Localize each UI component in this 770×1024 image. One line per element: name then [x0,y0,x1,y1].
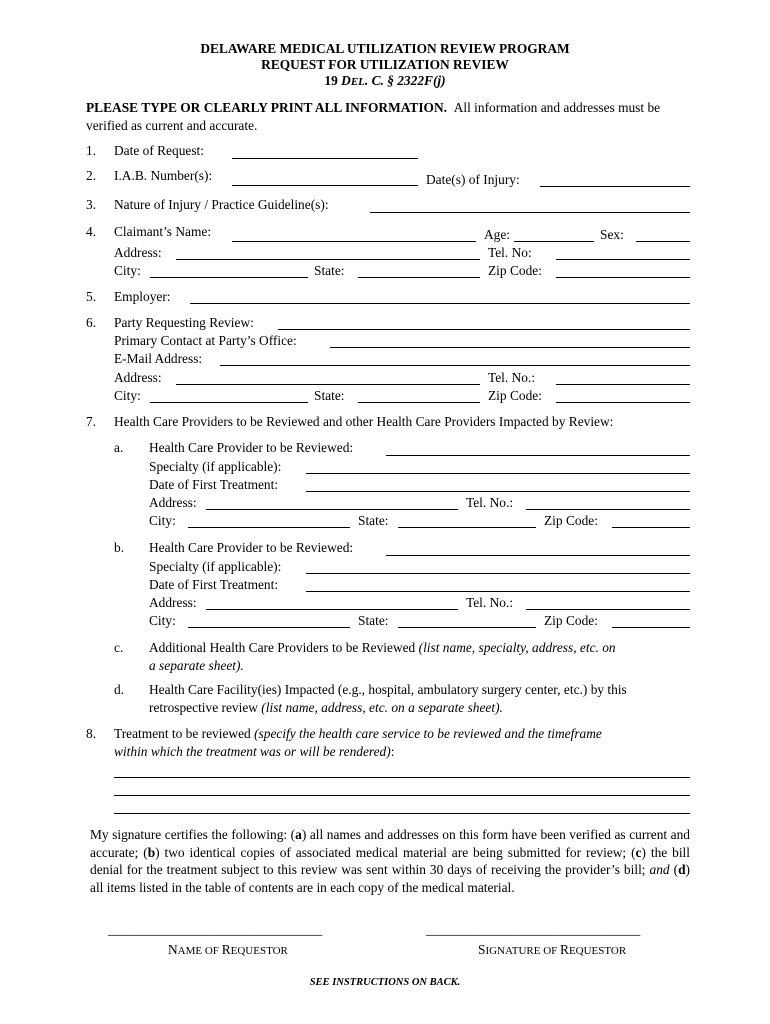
primary-contact-label: Primary Contact at Party’s Office: [114,333,297,348]
party-zip-field[interactable] [556,402,690,403]
provider-a-state-field[interactable] [398,527,536,528]
additional-providers-line [149,640,616,656]
cert-a: a [295,827,302,842]
treatment-field-line-2[interactable] [114,795,690,796]
provider-b-field[interactable] [386,555,690,556]
claimant-tel-label: Tel. No: [488,245,532,260]
facility-impacted-line-2 [149,700,503,716]
provider-a-city-label: City: [149,513,176,528]
sub-item-b: b. [114,540,125,555]
name-label-rest2: EQUESTOR [230,945,288,957]
party-tel-field[interactable] [556,384,690,385]
claimant-tel-field[interactable] [556,259,690,260]
party-address-field[interactable] [176,384,480,385]
intro-line-2: verified as current and accurate. [86,118,258,133]
additional-providers-italic: (list name, specialty, address, etc. on [418,640,616,655]
dates-of-injury-label: Date(s) of Injury: [426,172,520,187]
provider-a-city-field[interactable] [188,527,350,528]
claimant-name-field[interactable] [232,241,476,242]
date-of-request-field[interactable] [232,158,418,159]
certification-paragraph [90,826,690,896]
claimant-state-field[interactable] [358,277,480,278]
claimant-age-field[interactable] [514,241,594,242]
name-label-n: N [168,942,178,957]
requestor-name-line[interactable]: ________________________________ [108,922,323,937]
provider-a-state-label: State: [358,513,389,528]
cert-c: c [635,844,642,860]
sig-label-rest: IGNATURE OF [485,945,561,957]
name-label-rest: AME OF [177,945,222,957]
name-label-r: R [221,942,231,957]
claimant-sex-field[interactable] [636,241,690,242]
iab-number-field[interactable] [232,185,418,186]
cite-num: 19 [324,73,342,88]
provider-b-city-label: City: [149,613,176,628]
cert-text-1: My signature certifies the following: ( [90,827,296,842]
treatment-label: Treatment to be reviewed [114,726,251,741]
employer-field[interactable] [190,303,690,304]
provider-a-label: Health Care Provider to be Reviewed: [149,440,354,455]
cert-text-2: ) all names and addresses on this form have been verified as current and accurate; ( [90,827,690,860]
nature-of-injury-label: Nature of Injury / Practice Guideline(s): [114,197,329,212]
claimant-age-label: Age: [484,227,511,242]
provider-a-zip-label: Zip Code: [544,513,598,528]
item-number-7: 7. [86,414,97,429]
cite-el: EL [350,76,365,88]
sub-item-a: a. [114,440,124,455]
additional-providers-text: Additional Health Care Providers to be Reviewed [149,640,416,655]
cite-rest: . C. § 2322F(j) [364,73,446,88]
claimant-city-label: City: [114,263,141,278]
provider-b-state-label: State: [358,613,389,628]
form-title-request: REQUEST FOR UTILIZATION REVIEW [261,57,509,72]
cert-and: and [649,862,670,877]
cert-text-4: ) the bill denial for the treatment subject to this review was sent within 30 days of receiving the provider’s bill; [90,844,690,877]
provider-a-address-label: Address: [149,495,197,510]
cite-d: D [341,73,351,88]
dates-of-injury-field[interactable] [540,186,690,187]
provider-b-tel-field[interactable] [526,609,690,610]
provider-b-state-field[interactable] [398,627,536,628]
treatment-line [114,726,602,742]
provider-a-specialty-field[interactable] [306,473,690,474]
facility-retrospective-text: retrospective review [149,700,258,715]
sub-item-d: d. [114,682,125,697]
claimant-address-field[interactable] [176,259,480,260]
item-number-2: 2. [86,168,97,183]
provider-a-tel-label: Tel. No.: [466,495,514,510]
provider-b-specialty-label: Specialty (if applicable): [149,559,282,574]
party-tel-label: Tel. No.: [488,370,536,385]
provider-a-address-field[interactable] [206,509,458,510]
party-requesting-field[interactable] [278,329,690,330]
claimant-address-label: Address: [114,245,162,260]
claimant-name-label: Claimant’s Name: [114,224,212,239]
signature-of-requestor-label [478,942,626,959]
requestor-signature-line[interactable]: ________________________________ [426,922,641,937]
provider-b-specialty-field[interactable] [306,573,690,574]
claimant-zip-field[interactable] [556,277,690,278]
party-address-label: Address: [114,370,162,385]
provider-b-first-treatment-label: Date of First Treatment: [149,577,279,592]
provider-b-zip-field[interactable] [612,627,690,628]
provider-a-specialty-label: Specialty (if applicable): [149,459,282,474]
name-of-requestor-label [168,942,288,959]
sub-item-c: c. [114,640,124,655]
provider-a-first-treatment-field[interactable] [306,491,690,492]
intro-line [86,100,660,116]
provider-b-city-field[interactable] [188,627,350,628]
date-of-request-label: Date of Request: [114,143,204,158]
claimant-zip-label: Zip Code: [488,263,542,278]
cert-b: b [147,844,156,860]
cert-text-3: ) two identical copies of associated medical material are being submitted for review; ( [155,844,636,860]
sig-label-r: R [560,942,569,957]
cert-text-6: ) all items listed in the table of contents are in each copy of the medical material. [90,862,690,895]
additional-providers-italic-2: a separate sheet). [149,658,244,673]
treatment-colon: : [390,744,395,759]
party-zip-label: Zip Code: [488,388,542,403]
item-number-4: 4. [86,224,97,239]
item-number-6: 6. [86,315,97,330]
iab-number-label: I.A.B. Number(s): [114,168,213,183]
treatment-field-line-3[interactable] [114,813,690,814]
primary-contact-field[interactable] [330,347,690,348]
facility-italic: (list name, address, etc. on a separate sheet). [261,700,503,715]
facility-impacted-text: Health Care Facility(ies) Impacted (e.g., hospital, ambulatory surgery center, etc.) by this [149,682,627,697]
nature-of-injury-field[interactable] [370,212,690,213]
cert-text-5: ( [669,862,679,877]
party-state-label: State: [314,388,345,403]
providers-heading: Health Care Providers to be Reviewed and other Health Care Providers Impacted by Review: [114,414,614,429]
email-field[interactable] [220,365,690,366]
cert-d: d [678,862,686,877]
treatment-field-line-1[interactable] [114,777,690,778]
party-state-field[interactable] [358,402,480,403]
intro-bold: PLEASE TYPE OR CLEARLY PRINT ALL INFORMATION. [86,100,447,115]
item-number-3: 3. [86,197,97,212]
treatment-italic-2: within which the treatment was or will be rendered) [114,744,391,759]
item-number-8: 8. [86,726,97,741]
treatment-italic: (specify the health care service to be reviewed and the timeframe [254,726,602,741]
form-title-program: DELAWARE MEDICAL UTILIZATION REVIEW PROGRAM [200,41,570,56]
claimant-state-label: State: [314,263,345,278]
provider-b-zip-label: Zip Code: [544,613,598,628]
party-city-field[interactable] [150,402,308,403]
email-label: E-Mail Address: [114,351,203,366]
provider-a-first-treatment-label: Date of First Treatment: [149,477,279,492]
provider-b-address-label: Address: [149,595,197,610]
provider-b-first-treatment-field[interactable] [306,591,690,592]
provider-b-tel-label: Tel. No.: [466,595,514,610]
party-city-label: City: [114,388,141,403]
item-number-1: 1. [86,143,97,158]
provider-b-label: Health Care Provider to be Reviewed: [149,540,354,555]
claimant-sex-label: Sex: [600,227,624,242]
provider-a-tel-field[interactable] [526,509,690,510]
statute-citation [0,73,770,90]
employer-label: Employer: [114,289,171,304]
intro-rest: All information and addresses must be [453,100,661,115]
instructions-footer: SEE INSTRUCTIONS ON BACK. [309,977,461,988]
sig-label-rest2: EQUESTOR [568,945,627,957]
party-requesting-label: Party Requesting Review: [114,315,254,330]
provider-a-field[interactable] [386,455,690,456]
provider-b-address-field[interactable] [206,609,458,610]
provider-a-zip-field[interactable] [612,527,690,528]
claimant-city-field[interactable] [150,277,308,278]
sig-label-s: S [478,942,486,957]
treatment-line-2 [114,744,394,760]
item-number-5: 5. [86,289,97,304]
